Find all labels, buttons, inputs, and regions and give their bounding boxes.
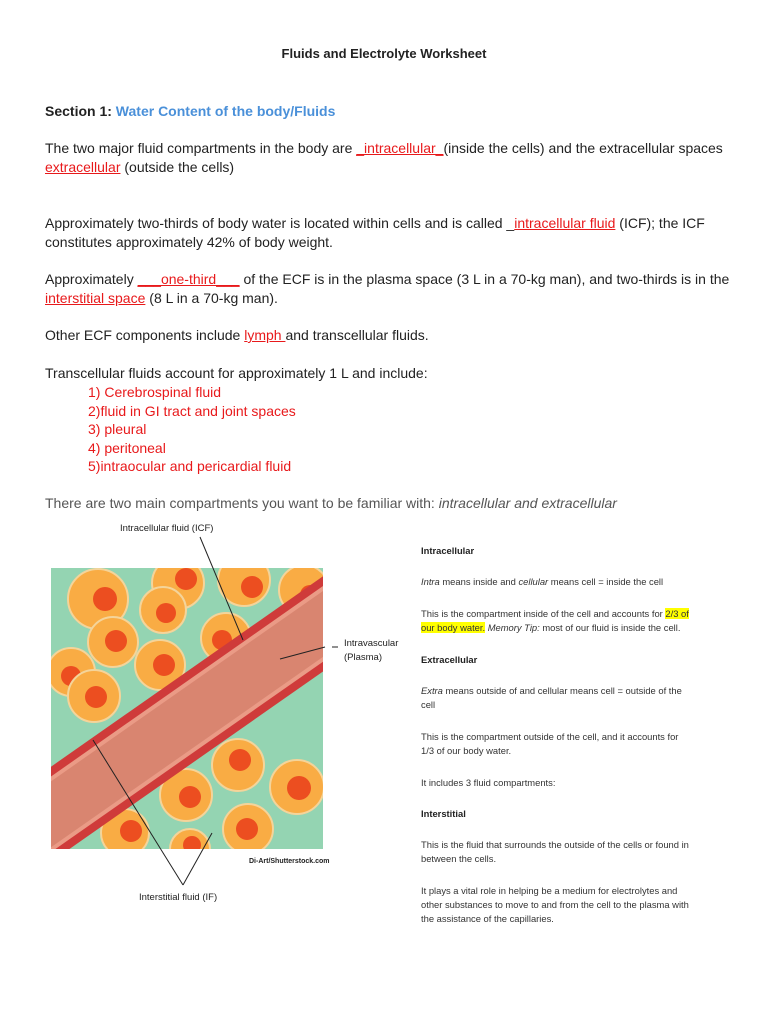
answer-intracellular-fluid: intracellular fluid (514, 215, 616, 231)
image-credit: Di-Art/Shutterstock.com (249, 858, 330, 865)
intra-def-em: Intra (421, 576, 440, 587)
label-plasma (344, 637, 398, 665)
intracellular-paragraph (421, 607, 731, 635)
label-interstitial-fluid: Interstitial fluid (IF) (139, 892, 218, 903)
highlight-body-water: our body water. (421, 622, 486, 633)
cell (223, 804, 273, 854)
list-item: 5)intraocular and pericardial fluid (88, 458, 292, 474)
heading-extracellular (421, 653, 731, 667)
heading-extracellular-text: Extracellular (421, 654, 478, 665)
p4-text-post: and transcellular fluids. (285, 327, 429, 343)
intra-def-text: means inside and (439, 576, 519, 587)
heading-intracellular (421, 544, 731, 558)
label-plasma-line2: (Plasma) (344, 652, 383, 663)
p1-text: The two major fluid compartments in the body are (45, 140, 357, 156)
list-item: 1) Cerebrospinal fluid (88, 384, 222, 400)
heading-intracellular-text: Intracellular (421, 545, 475, 556)
list-item: 3) pleural (88, 421, 147, 437)
extra-p-line1: This is the compartment outside of the cell, and it accounts for (421, 731, 679, 742)
cell (68, 670, 120, 722)
worksheet-title: Fluids and Electrolyte Worksheet (281, 46, 487, 61)
paragraph-compartments (45, 139, 745, 177)
section-title: Water Content of the body/Fluids (115, 103, 336, 119)
p1-text-post: (outside the cells) (120, 159, 235, 175)
answer-lymph: lymph (244, 327, 286, 343)
inter-p2-line2: other substances to move to and from the cell to the plasma with (421, 899, 689, 910)
paragraph-transcellular: Transcellular fluids account for approximately 1 L and include: (45, 365, 428, 381)
extra-def-text: means outside of and cellular means cell = outside of the (442, 685, 682, 696)
compartments-intro (45, 494, 617, 513)
section-heading (45, 102, 335, 121)
interstitial-paragraph-2 (421, 884, 731, 926)
p3-text-post2: (8 L in a 70-kg man). (145, 290, 278, 306)
answer-intracellular: _intracellular_ (356, 140, 444, 156)
p1-text-mid: (inside the cells) and the extracellular spaces (443, 140, 723, 156)
interstitial-paragraph-1 (421, 838, 731, 866)
label-icf: Intracellular fluid (ICF) (120, 523, 214, 534)
intro-emphasis: intracellular and extracellular (438, 495, 617, 511)
cell (140, 587, 186, 633)
inter-p2-line1: It plays a vital role in helping be a medium for electrolytes and (421, 885, 678, 896)
label-plasma-line1: Intravascular (344, 638, 399, 649)
answer-interstitial-space: interstitial space (45, 290, 146, 306)
intra-p-text-post: most of our fluid is inside the cell. (539, 622, 681, 633)
cell (88, 617, 138, 667)
intra-def-em2: cellular (518, 576, 549, 587)
p2-text-post: (ICF); the ICF (615, 215, 705, 231)
intracellular-definition (421, 575, 731, 589)
p2-text-line2: constitutes approximately 42% of body weight. (45, 234, 333, 250)
intra-p-text: This is the compartment inside of the cell and accounts for (421, 608, 666, 619)
highlight-two-thirds: 2/3 of (665, 608, 689, 619)
extracellular-compartments: It includes 3 fluid compartments: (421, 777, 556, 788)
inter-p2-line3: the assistance of the capillaries. (421, 913, 554, 924)
cell (170, 829, 210, 869)
p4-text: Other ECF components include (45, 327, 245, 343)
extracellular-paragraph (421, 730, 731, 758)
list-item: 2)fluid in GI tract and joint spaces (88, 402, 296, 419)
p3-text-post: of the ECF is in the plasma space (3 L in a 70-kg man), and two-thirds is in the (239, 271, 730, 287)
cell (212, 739, 264, 791)
paragraph-ecf (45, 270, 750, 308)
fluid-compartments-figure (40, 515, 400, 910)
answer-extracellular: extracellular (45, 159, 121, 175)
extracellular-definition (421, 684, 731, 712)
extra-p-line2: 1/3 of our body water. (421, 745, 512, 756)
paragraph-icf (45, 214, 745, 252)
p2-text: Approximately two-thirds of body water is located within cells and is called _ (45, 215, 515, 231)
inter-p1-line2: between the cells. (421, 853, 497, 864)
list-item: 4) peritoneal (88, 439, 166, 456)
memory-tip: Memory Tip: (485, 622, 540, 633)
transcellular-list (88, 383, 296, 476)
answer-one-third: ___one-third___ (137, 271, 240, 287)
intra-def-text2: means cell = inside the cell (548, 576, 664, 587)
heading-interstitial (421, 807, 731, 821)
cell (270, 760, 324, 814)
paragraph-other-ecf (45, 326, 429, 345)
p3-text: Approximately (45, 271, 138, 287)
inter-p1-line1: This is the fluid that surrounds the outside of the cells or found in (421, 839, 689, 850)
heading-interstitial-text: Interstitial (421, 808, 466, 819)
extra-def-text2: cell (421, 699, 436, 710)
intro-text: There are two main compartments you want to be familiar with: (45, 495, 439, 511)
section-label: Section 1: (45, 103, 112, 119)
extra-def-em: Extra (421, 685, 443, 696)
